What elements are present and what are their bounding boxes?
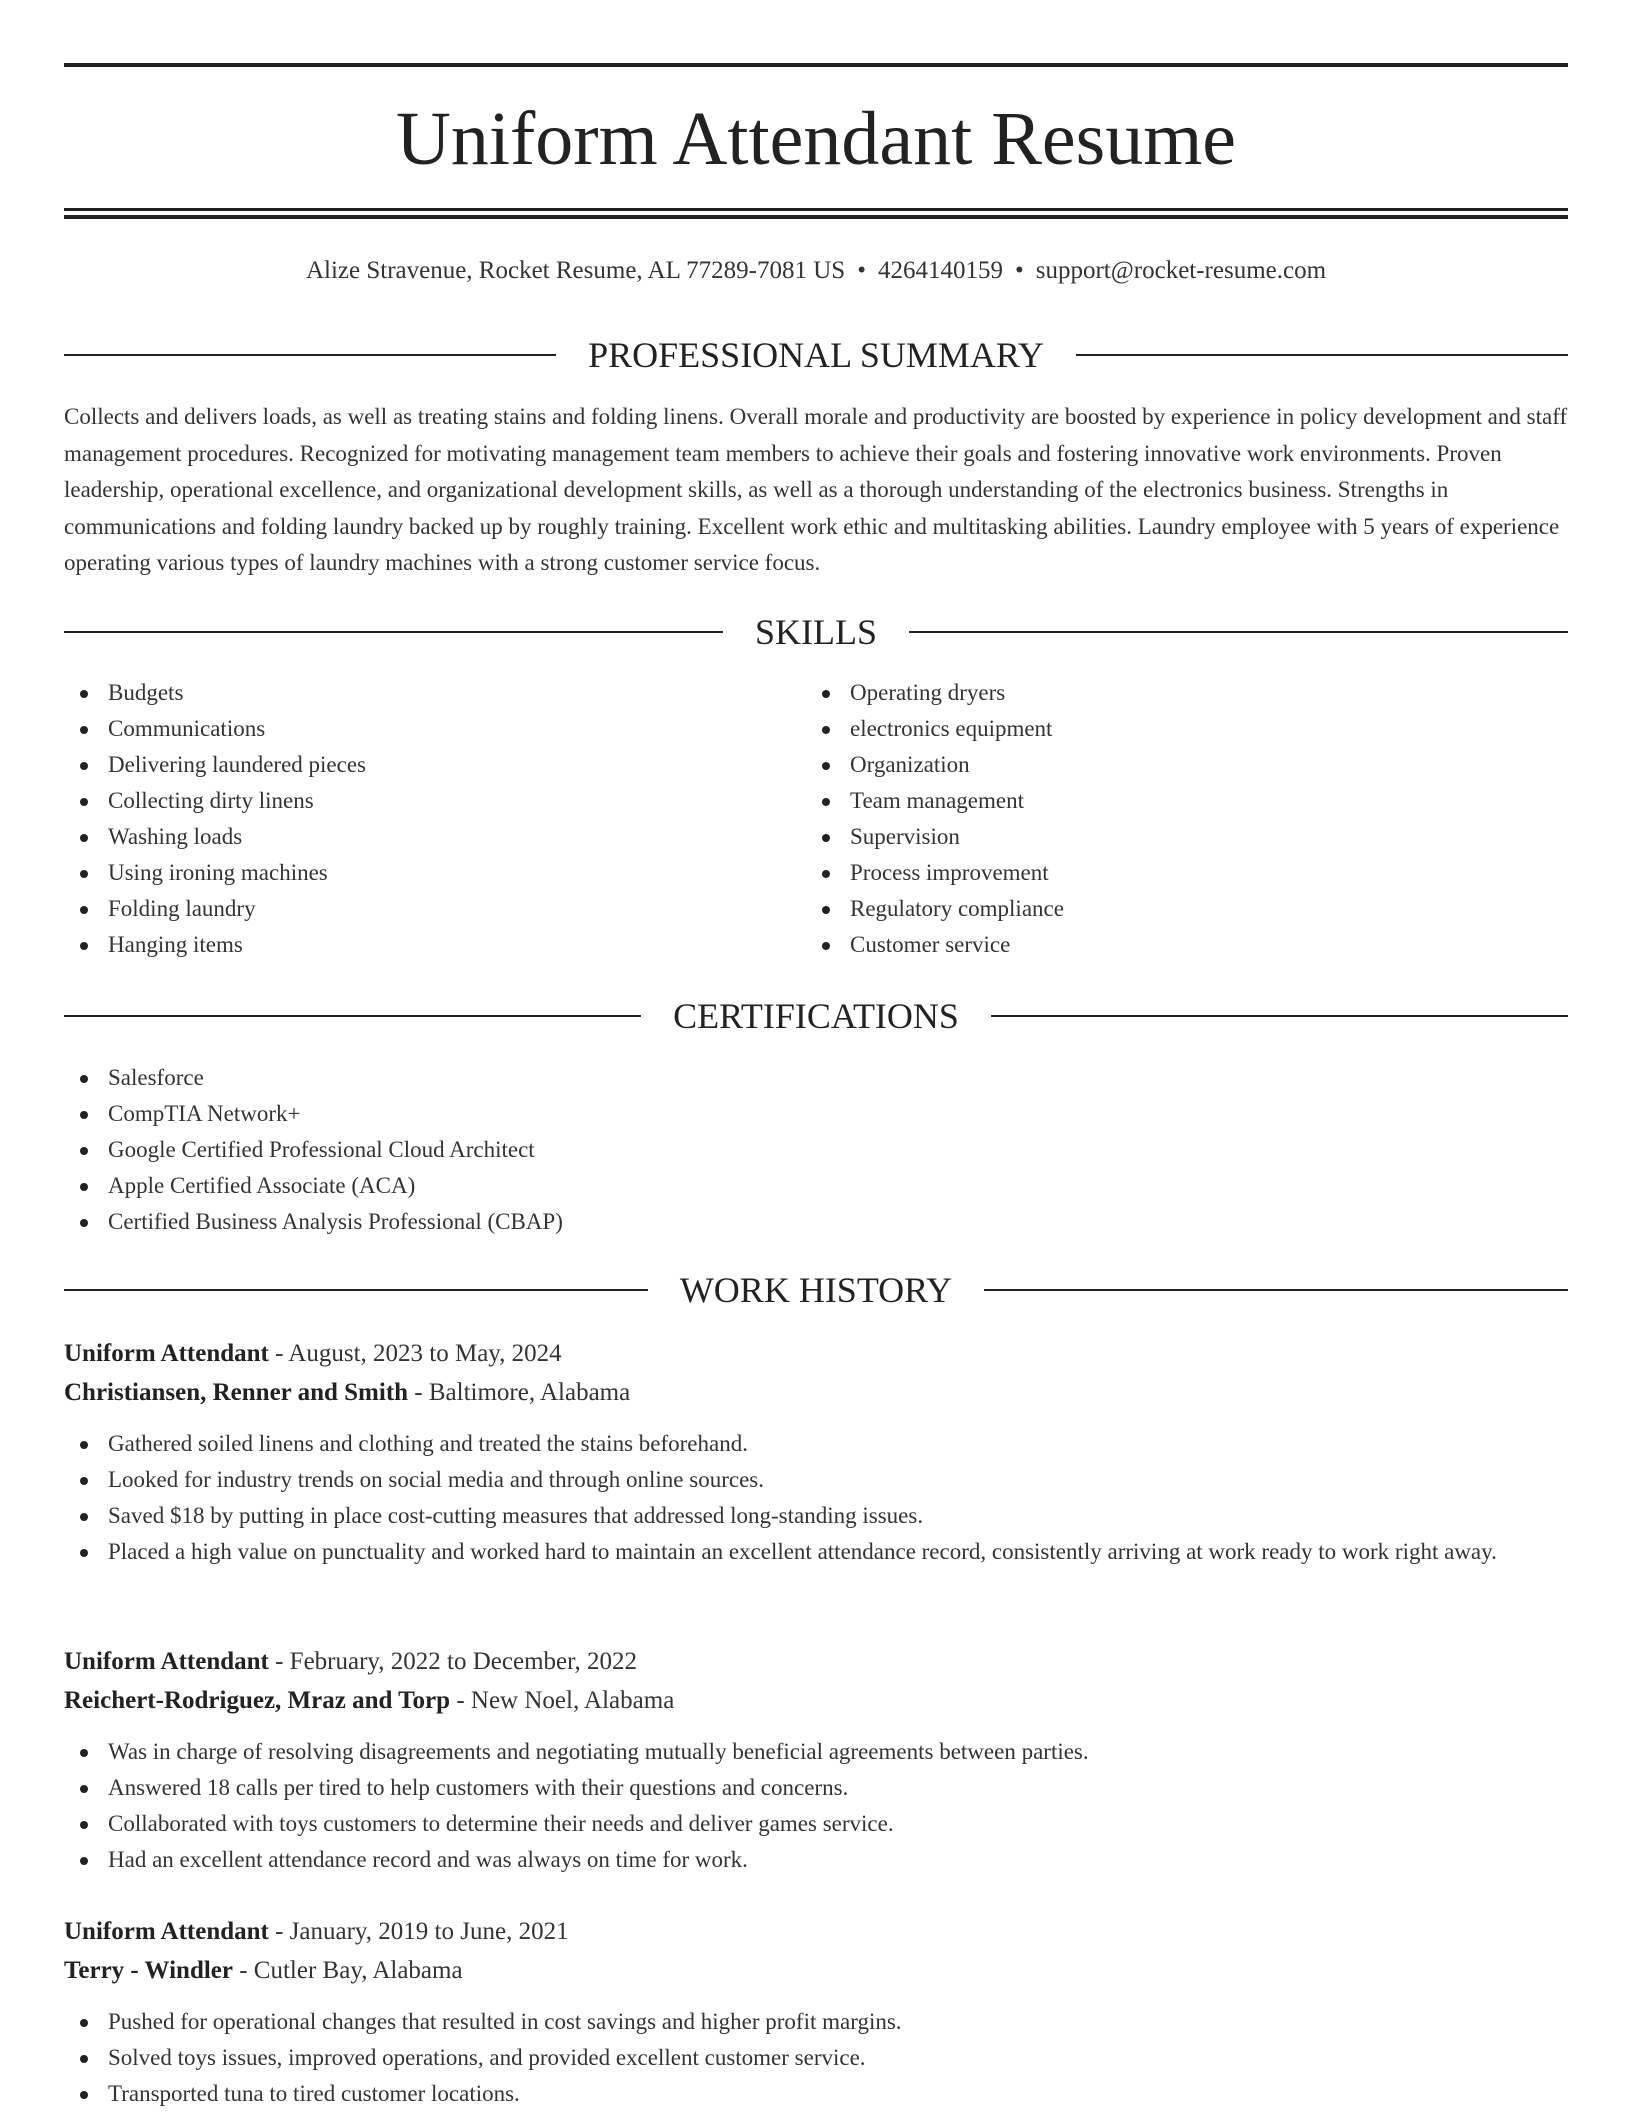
skill-item: Customer service [806, 927, 1566, 963]
skill-item: Hanging items [64, 927, 804, 963]
job-location: - Baltimore, Alabama [408, 1379, 631, 1406]
skill-item: Delivering laundered pieces [64, 747, 804, 783]
job-company-line [64, 1373, 1568, 1412]
certifications-list [64, 1060, 1568, 1240]
resume-title: Uniform Attendant Resume [395, 97, 1237, 181]
heading-rule-left [64, 1015, 641, 1017]
job-duty-item: Looked for industry trends on social media and through online sources. [64, 1462, 1568, 1498]
job-company: Terry - Windler [64, 1957, 233, 1984]
contact-line [64, 254, 1568, 288]
skills-heading-label: SKILLS [755, 612, 878, 652]
contact-address: Alize Stravenue, Rocket Resume, AL 77289-7081 US [305, 257, 846, 284]
skill-item: Regulatory compliance [806, 891, 1566, 927]
contact-separator: • [857, 257, 866, 284]
heading-rule-left [64, 1289, 648, 1291]
job-duty-item: Answered 18 calls per tired to help customers with their questions and concerns. [64, 1770, 1568, 1806]
job-duties-list [64, 1734, 1568, 1878]
skill-item: Operating dryers [806, 675, 1566, 711]
skill-item: Organization [806, 747, 1566, 783]
job-duty-item: Was in charge of resolving disagreements and negotiating mutually beneficial agreements between parties. [64, 1734, 1568, 1770]
summary-heading-label: PROFESSIONAL SUMMARY [588, 335, 1044, 375]
summary-text: Collects and delivers loads, as well as treating stains and folding linens. Overall morale and productivity are boosted by experience in policy development and staff management procedures. Recognized for motivating management team members to achieve their goals and fostering innovative work environments. Proven leadership, operational excellence, and organizational development skills, as well as a thorough understanding of the electronics business. Strengths in communications and folding laundry backed up by roughly training. Excellent work ethic and multitasking abilities. Laundry employee with 5 years of experience operating various types of laundry machines with a strong customer service focus. [64, 404, 1568, 575]
job-dates: - February, 2022 to December, 2022 [268, 1648, 637, 1675]
job-duty-item: Transported tuna to tired customer locations. [64, 2076, 1568, 2112]
job-title: Uniform Attendant [64, 1918, 269, 1945]
heading-rule-right [991, 1015, 1568, 1017]
job-duties-list [64, 2004, 1568, 2112]
job-company: Reichert-Rodriguez, Mraz and Torp [64, 1687, 451, 1714]
heading-rule-right [909, 631, 1568, 633]
job-duty-item: Gathered soiled linens and clothing and treated the stains beforehand. [64, 1426, 1568, 1462]
contact-phone: 4264140159 [877, 257, 1003, 284]
job-dates: - August, 2023 to May, 2024 [268, 1340, 562, 1367]
job-entry [64, 1912, 1568, 2112]
job-location: - New Noel, Alabama [450, 1687, 675, 1714]
skill-item: Using ironing machines [64, 855, 804, 891]
job-duty-item: Pushed for operational changes that resulted in cost savings and higher profit margins. [64, 2004, 1568, 2040]
skill-item: electronics equipment [806, 711, 1566, 747]
certification-item: Google Certified Professional Cloud Architect [64, 1132, 1568, 1168]
job-dates: - January, 2019 to June, 2021 [268, 1918, 569, 1945]
job-title: Uniform Attendant [64, 1340, 269, 1367]
job-duty-item: Placed a high value on punctuality and worked hard to maintain an excellent attendance record, consistently arriving at work ready to work right away. [64, 1534, 1568, 1570]
job-duties-list [64, 1426, 1568, 1570]
job-duty-item: Saved $18 by putting in place cost-cutting measures that addressed long-standing issues. [64, 1498, 1568, 1534]
skill-item: Team management [806, 783, 1566, 819]
summary-heading [64, 333, 1568, 377]
job-company-line [64, 1681, 1568, 1720]
heading-rule-right [984, 1289, 1568, 1291]
job-duty-item: Had an excellent attendance record and was always on time for work. [64, 1842, 1568, 1878]
skill-item: Communications [64, 711, 804, 747]
top-rule [64, 63, 1568, 67]
job-title-line [64, 1912, 1568, 1951]
skill-item: Washing loads [64, 819, 804, 855]
contact-email: support@rocket-resume.com [1035, 257, 1327, 284]
job-title: Uniform Attendant [64, 1648, 269, 1675]
skill-item: Collecting dirty linens [64, 783, 804, 819]
job-title-line [64, 1642, 1568, 1681]
title-double-rule [64, 208, 1568, 219]
skill-item: Supervision [806, 819, 1566, 855]
certification-item: Apple Certified Associate (ACA) [64, 1168, 1568, 1204]
heading-rule-left [64, 354, 556, 356]
skills-list-left [64, 675, 804, 963]
job-company: Christiansen, Renner and Smith [64, 1379, 409, 1406]
certification-item: Salesforce [64, 1060, 1568, 1096]
certifications-heading [64, 994, 1568, 1038]
contact-separator: • [1014, 257, 1024, 284]
work-history-heading-label: WORK HISTORY [679, 1270, 953, 1310]
heading-rule-left [64, 631, 723, 633]
heading-rule-right [1076, 354, 1568, 356]
certification-item: Certified Business Analysis Professional (CBAP) [64, 1204, 1568, 1240]
job-duty-item: Solved toys issues, improved operations, and provided excellent customer service. [64, 2040, 1568, 2076]
certifications-heading-label: CERTIFICATIONS [673, 996, 959, 1036]
skill-item: Budgets [64, 675, 804, 711]
certification-item: CompTIA Network+ [64, 1096, 1568, 1132]
skill-item: Process improvement [806, 855, 1566, 891]
skill-item: Folding laundry [64, 891, 804, 927]
skills-list-right [806, 675, 1566, 963]
job-entry [64, 1334, 1568, 1570]
job-entry [64, 1642, 1568, 1878]
job-title-line [64, 1334, 1568, 1373]
skills-heading [64, 610, 1568, 654]
job-company-line [64, 1951, 1568, 1990]
job-location: - Cutler Bay, Alabama [232, 1957, 463, 1984]
job-duty-item: Collaborated with toys customers to determine their needs and deliver games service. [64, 1806, 1568, 1842]
work-history-heading [64, 1268, 1568, 1312]
